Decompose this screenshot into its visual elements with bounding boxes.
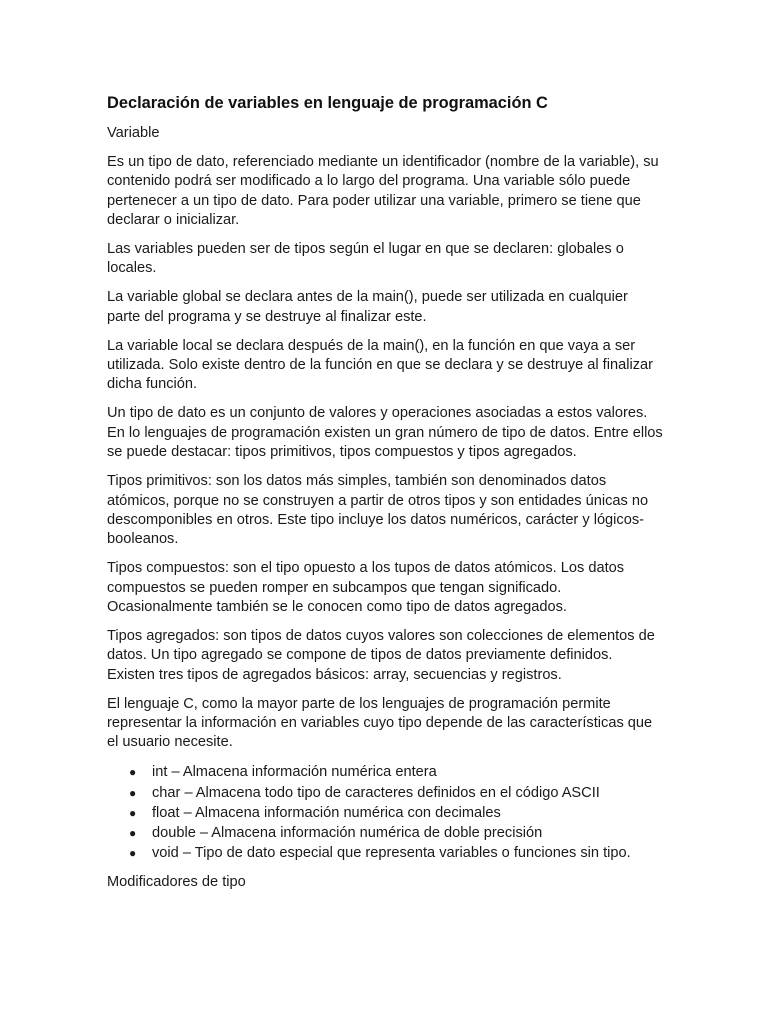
list-item — [107, 762, 663, 782]
list-item-text: int – Almacena información numérica entera — [152, 764, 437, 781]
paragraph-definition: Es un tipo de dato, referenciado mediante un identificador (nombre de la variable), su contenido podrá ser modificado a lo largo del programa. Una variable sólo puede pertenecer a un tipo de dato. Para poder utilizar una variable, primero se tiene que declarar o inicializar. — [107, 153, 659, 229]
section-heading-variable: Variable — [107, 125, 160, 141]
paragraph-c-language: El lenguaje C, como la mayor parte de los lenguajes de programación permite representar la información en variables cuyo tipo depende de las características que el usuario necesite. — [107, 695, 653, 751]
paragraph-data-type: Un tipo de dato es un conjunto de valores y operaciones asociadas a estos valores. En lo lenguajes de programación existen un gran número de tipo de datos. Entre ellos se puede destacar: tipos primitivos, tipos compuestos y tipos agregados. — [107, 405, 663, 461]
document-title: Declaración de variables en lenguaje de programación C — [107, 94, 548, 112]
bullet-icon: ● — [129, 825, 137, 840]
section-heading-type-modifiers: Modificadores de tipo — [107, 874, 246, 891]
list-item — [107, 843, 663, 863]
list-item — [107, 783, 663, 803]
paragraph-compound-types: Tipos compuestos: son el tipo opuesto a los tupos de datos atómicos. Los datos compuestos se pueden romper en subcampos que tengan significado. Ocasionalmente también se le conocen como tipo de datos agregados. — [107, 560, 625, 616]
paragraph-local-variable: La variable local se declara después de la main(), en la función en que vaya a ser utilizada. Solo existe dentro de la función en que se declara y se destruye al finalizar dicha función. — [107, 337, 653, 393]
list-item — [107, 803, 663, 823]
bullet-icon: ● — [129, 846, 137, 861]
list-item-text: float – Almacena información numérica con decimales — [152, 804, 501, 821]
paragraph-global-variable: La variable global se declara antes de la main(), puede ser utilizada en cualquier parte del programa y se destruye al finalizar este. — [107, 289, 628, 325]
bullet-icon: ● — [129, 805, 137, 820]
paragraph-scope-types: Las variables pueden ser de tipos según el lugar en que se declaren: globales o locales. — [107, 241, 624, 277]
document-body — [107, 92, 663, 902]
type-list — [107, 762, 663, 863]
list-item-text: double – Almacena información numérica de doble precisión — [152, 824, 543, 841]
list-item — [107, 823, 663, 843]
bullet-icon: ● — [129, 785, 137, 800]
list-item-text: void – Tipo de dato especial que representa variables o funciones sin tipo. — [152, 845, 631, 862]
list-item-text: char – Almacena todo tipo de caracteres definidos en el código ASCII — [152, 784, 600, 801]
paragraph-primitive-types: Tipos primitivos: son los datos más simples, también son denominados datos atómicos, porque no se construyen a partir de otros tipos y son entidades únicas no descomponibles en otros. Este tipo incluye los datos numéricos, carácter y lógicos-booleanos. — [107, 473, 649, 548]
paragraph-aggregate-types: Tipos agregados: son tipos de datos cuyos valores son colecciones de elementos de datos. Un tipo agregado se compone de tipos de datos previamente definidos. Existen tres tipos de agregados básicos: array, secuencias y registros. — [107, 627, 655, 683]
bullet-icon: ● — [129, 765, 137, 780]
